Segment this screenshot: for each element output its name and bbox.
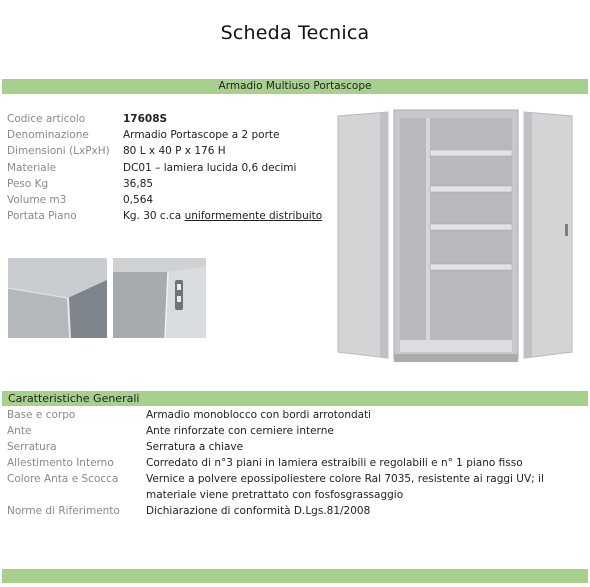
- spec-row: [7, 192, 322, 208]
- feature-value: Dichiarazione di conformità D.Lgs.81/2008: [146, 505, 371, 517]
- load-capacity: Kg. 30 c.ca: [123, 210, 182, 223]
- spec-value: 0,564: [123, 194, 154, 207]
- spec-label: Portata Piano: [7, 210, 77, 223]
- feature-row: [7, 439, 576, 455]
- feature-row: [7, 455, 576, 471]
- feature-row: [7, 423, 576, 439]
- features-table: [7, 407, 576, 519]
- feature-label: Ante: [7, 425, 32, 437]
- spec-row: [7, 143, 322, 159]
- feature-row: [7, 503, 576, 519]
- feature-label: Base e corpo: [7, 409, 76, 421]
- spec-label: Peso Kg: [7, 177, 49, 190]
- feature-label: Allestimento Interno: [7, 457, 114, 469]
- spec-table: [7, 111, 322, 224]
- spec-label: Dimensioni (LxPxH): [7, 145, 110, 158]
- features-header-band: [2, 391, 588, 406]
- detail-photo-corner: [8, 258, 107, 338]
- spec-value: Armadio Portascope a 2 porte: [123, 129, 280, 142]
- spec-value-code: 17608S: [123, 113, 168, 126]
- spec-label: Materiale: [7, 161, 57, 174]
- spec-label: Codice articolo: [7, 113, 86, 126]
- feature-value: Serratura a chiave: [146, 441, 244, 453]
- feature-label: Serratura: [7, 441, 57, 453]
- load-distribution: uniformemente distribuito: [184, 210, 323, 223]
- feature-row: [7, 471, 576, 503]
- spec-row: [7, 127, 322, 143]
- spec-value-load: [123, 208, 322, 224]
- footer-band: [2, 569, 588, 583]
- spec-value: 80 L x 40 P x 176 H: [123, 145, 226, 158]
- feature-value: Ante rinforzate con cerniere interne: [146, 425, 334, 437]
- feature-value: Armadio monoblocco con bordi arrotondati: [146, 409, 372, 421]
- spec-row: [7, 176, 322, 192]
- product-header-band: [2, 79, 588, 94]
- feature-row: [7, 407, 576, 423]
- features-header: Caratteristiche Generali: [8, 392, 140, 405]
- spec-label: Volume m3: [7, 194, 67, 207]
- spec-value: DC01 – lamiera lucida 0,6 decimi: [123, 161, 297, 174]
- cabinet-photo: [336, 106, 576, 368]
- feature-label: Norme di Riferimento: [7, 505, 120, 517]
- product-header: Armadio Multiuso Portascope: [218, 80, 372, 92]
- spec-row: [7, 160, 322, 176]
- page-title: Scheda Tecnica: [220, 22, 370, 44]
- feature-value: Corredato di n°3 piani in lamiera estraibili e regolabili e n° 1 piano fisso: [146, 457, 523, 469]
- spec-row: [7, 208, 322, 224]
- feature-value: Vernice a polvere epossipoliestere colore Ral 7035, resistente ai raggi UV; il materiale viene pretrattato con fosfosgrassaggio: [146, 473, 544, 501]
- spec-row: [7, 111, 322, 127]
- detail-photo-hinge: [113, 258, 206, 338]
- spec-label: Denominazione: [7, 129, 89, 142]
- feature-label: Colore Anta e Scocca: [7, 473, 119, 485]
- spec-value: 36,85: [123, 177, 154, 190]
